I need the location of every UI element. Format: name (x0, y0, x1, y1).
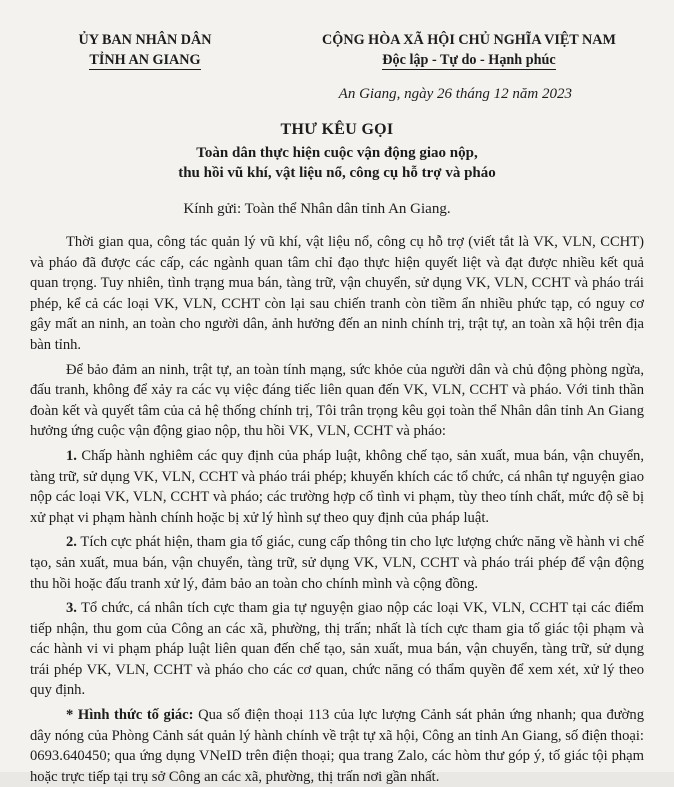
item-number-3: 3. (66, 600, 77, 617)
paragraph-2: Để bảo đảm an ninh, trật tự, an toàn tính mạng, sức khỏe của người dân và chủ động phòng ngừa, đấu tranh, không để xảy ra các vụ việc đáng tiếc liên quan đến VK, VLN, CCHT và pháo. Với tinh thần đoàn kết và quyết tâm của cả hệ thống chính trị, Tôi trân trọng kêu gọi toàn thể Nhân dân tỉnh An Giang hưởng ứng cuộc vận động giao nộp, thu hồi VK, VLN, CCHT và pháo: (30, 361, 644, 440)
national-motto (294, 30, 644, 70)
document-header (30, 30, 644, 70)
paragraph-1: Thời gian qua, công tác quản lý vũ khí, vật liệu nổ, công cụ hỗ trợ (viết tắt là VK, VLN, CCHT) và pháo đã được các cấp, các ngành quan tâm chỉ đạo thực hiện quyết liệt và đạt được nhiều kết quả quan trọng. Tuy nhiên, tình trạng mua bán, tàng trữ, vận chuyển, sử dụng VK, VLN, CCHT và pháo trái phép, kể cả các loại VK, VLN, CCHT còn lại sau chiến tranh còn tiềm ẩn nhiều phức tạp, có nguy cơ gây mất an ninh, an toàn cho người dân, ảnh hưởng đến an ninh chính trị, trật tự, an toàn xã hội trên địa bàn tỉnh. (30, 234, 644, 353)
motto: Độc lập - Tự do - Hạnh phúc (382, 52, 556, 68)
paragraph-4 (30, 532, 644, 594)
item-text-3: Tổ chức, cá nhân tích cực tham gia tự nguyện giao nộp các loại VK, VLN, CCHT tại các điểm tiếp nhận, thu gom của Công an các xã, phường, thị trấn; nhất là tích cực tham gia tố giác tội phạm và các hành vi vi phạm pháp luật liên quan đến chế tạo, sản xuất, mua bán, vận chuyển, tàng trữ, sử dụng trái phép VK, VLN, CCHT và pháo cho các cơ quan, chức năng có thẩm quyền để xem xét, xử lý theo quy định. (30, 600, 644, 699)
paragraph-5 (30, 598, 644, 701)
item-number-1: 1. (66, 447, 77, 464)
subtitle-line-2: thu hồi vũ khí, vật liệu nổ, công cụ hỗ trợ và pháo (178, 165, 496, 181)
authority-line-2: TỈNH AN GIANG (89, 52, 201, 68)
subtitle-line-1: Toàn dân thực hiện cuộc vận động giao nộp, (196, 145, 478, 161)
paragraph-3 (30, 446, 644, 528)
document-body (30, 232, 644, 787)
issuing-authority (30, 30, 260, 70)
item-text-1: Chấp hành nghiêm các quy định của pháp luật, không chế tạo, sản xuất, mua bán, vận chuyển, tàng trữ, sử dụng VK, VLN, CCHT và pháo trái phép; khuyến khích các tổ chức, cá nhân tự nguyện giao nộp các loại VK, VLN, CCHT và pháo; các trường hợp cố tình vi phạm, tùy theo tính chất, mức độ sẽ bị xử phạt vi phạm hành chính hoặc bị xử lý hình sự theo quy định của pháp luật. (30, 447, 644, 526)
report-methods-label: * Hình thức tố giác: (66, 707, 194, 724)
country-name: CỘNG HÒA XÃ HỘI CHỦ NGHĨA VIỆT NAM (322, 32, 616, 48)
document-title: THƯ KÊU GỌI (280, 121, 394, 138)
report-methods-text: Qua số điện thoại 113 của lực lượng Cảnh sát phản ứng nhanh; qua đường dây nóng của Phòng Cảnh sát quản lý hành chính về trật tự xã hội, Công an tỉnh An Giang, số điện thoại: 0693.640450; qua ứng dụng VNeID trên điện thoại; qua trang Zalo, các hòm thư góp ý, tố giác tội phạm hoặc trực tiếp tại trụ sở Công an các xã, phường, thị trấn nơi gần nhất. (30, 707, 644, 785)
item-number-2: 2. (66, 534, 77, 551)
item-text-2: Tích cực phát hiện, tham gia tố giác, cung cấp thông tin cho lực lượng chức năng về hành vi chế tạo, sản xuất, mua bán, vận chuyển, tàng trữ, sử dụng VK, VLN, CCHT và pháo trái phép để vận động thu hồi hoặc đấu tranh xử lý, đảm bảo an toàn cho chính mình và cộng đồng. (30, 534, 644, 592)
authority-line-1: ỦY BAN NHÂN DÂN (78, 32, 212, 48)
paragraph-6 (30, 705, 644, 787)
document-subtitle (30, 143, 644, 183)
greeting: Kính gửi: Toàn thể Nhân dân tỉnh An Giang. (183, 201, 451, 217)
document-date: An Giang, ngày 26 tháng 12 năm 2023 (338, 86, 572, 102)
